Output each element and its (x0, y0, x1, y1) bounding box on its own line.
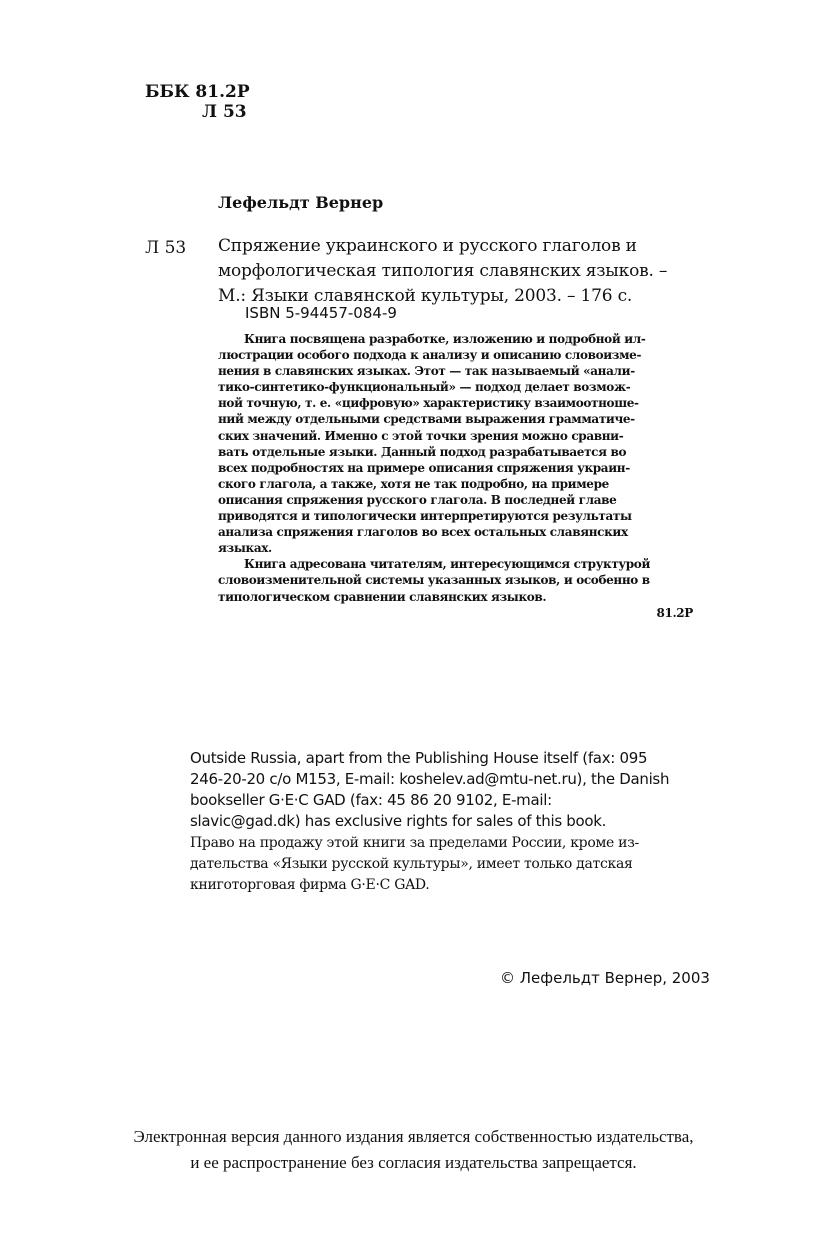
rights-line: Право на продажу этой книги за пределами России, кроме из- (190, 835, 639, 851)
notice-line: 246-20-20 c/o M153, E-mail: koshelev.ad@mtu-net.ru), the Danish (190, 770, 670, 788)
outside-russia-notice (190, 748, 669, 832)
notice-line: Outside Russia, apart from the Publishing House itself (fax: 095 (190, 749, 648, 767)
annotation-line: Книга адресована читателям, интересующимся структурой (244, 557, 651, 572)
bib-line: Спряжение украинского и русского глаголов и (218, 236, 637, 256)
annotation-line: словоизменительной системы указанных языков, и особенно в (218, 573, 650, 588)
rights-notice (174, 833, 639, 896)
bbk-code: ББК 81.2Р (145, 82, 250, 102)
ebook-line: Электронная версия данного издания является собственностью издательства, (133, 1127, 694, 1146)
annotation-line: ского глагола, а также, хотя не так подробно, на примере (218, 476, 609, 491)
annotation-line: ний между отдельными средствами выражения грамматиче- (218, 412, 635, 427)
bib-line: морфологическая типология славянских языков. – (218, 261, 668, 281)
annotation-line: Книга посвящена разработке, изложению и подробной ил- (244, 332, 646, 346)
copyright: © Лефельдт Вернер, 2003 (500, 969, 710, 987)
notice-line: slavic@gad.dk) has exclusive rights for sales of this book. (190, 812, 607, 830)
annotation-line: нения в славянских языках. Этот — так называемый «анали- (218, 364, 635, 379)
annotation-line: анализа спряжения глаголов во всех остальных славянских (218, 525, 628, 540)
isbn: ISBN 5-94457-084-9 (245, 304, 397, 322)
bbk-block (145, 82, 250, 122)
rights-line: дательства «Языки русской культуры», имеет только датская (190, 856, 633, 872)
annotation-line: языках. (218, 541, 272, 556)
ebook-line: и ее распространение без согласия издательства запрещается. (190, 1153, 637, 1172)
ebook-notice (0, 1124, 827, 1176)
notice-line: bookseller G·E·C GAD (fax: 45 86 20 9102, E-mail: (190, 791, 552, 809)
annotation-line: всех подробностях на примере описания спряжения украин- (218, 460, 630, 475)
bib-line: М.: Языки славянской культуры, 2003. – 176 с. (218, 286, 633, 306)
author-name: Лефельдт Вернер (218, 193, 384, 212)
class-code: 81.2Р (656, 605, 693, 620)
annotation-line: вать отдельные языки. Данный подход разрабатывается во (218, 444, 627, 459)
annotation-line: ной точную, т. е. «цифровую» характеристику взаимоотноше- (218, 396, 639, 411)
annotation-line: описания спряжения русского глагола. В последней главе (218, 492, 617, 507)
rights-line: книготорговая фирма G·E·C GAD. (190, 877, 430, 893)
annotation-line: тико-синтетико-функциональный» — подход делает возмож- (218, 380, 631, 395)
annotation-line: типологическом сравнении славянских языков. (218, 589, 547, 604)
annotation (218, 331, 693, 621)
bibliographic-description (218, 234, 667, 309)
annotation-line: люстрации особого подхода к анализу и описанию словоизме- (218, 348, 642, 363)
annotation-line: приводятся и типологически интерпретируются результаты (218, 509, 632, 524)
author-mark: Л 53 (202, 102, 247, 122)
annotation-line: ских значений. Именно с этой точки зрения можно сравни- (218, 428, 624, 443)
catalog-code: Л 53 (145, 238, 187, 258)
